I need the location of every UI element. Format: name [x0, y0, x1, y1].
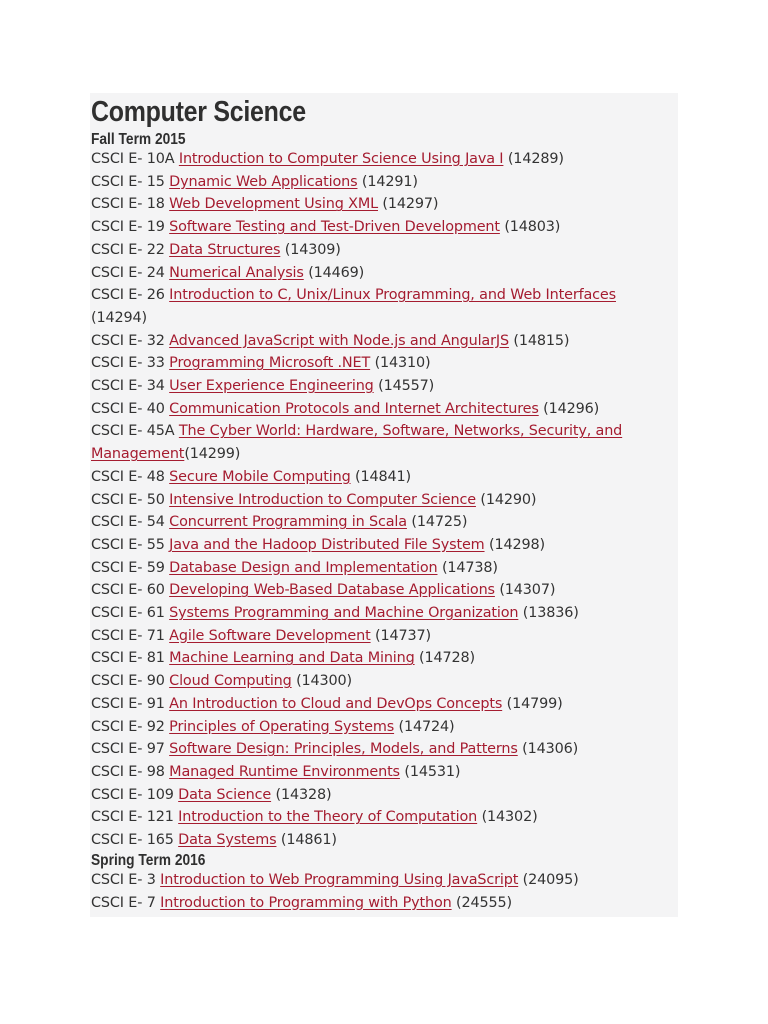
course-item [91, 784, 675, 807]
course-item [91, 284, 675, 329]
course-code: CSCI E- 18 [91, 196, 165, 213]
course-title-link[interactable]: Developing Web-Based Database Applications [169, 582, 495, 599]
course-item [91, 534, 675, 557]
course-number: (13836) [522, 605, 579, 622]
course-item [91, 579, 675, 602]
course-number: (14531) [404, 763, 461, 780]
course-item [91, 148, 675, 171]
course-title-link[interactable]: Advanced JavaScript with Node.js and AngularJS [169, 332, 509, 349]
course-item [91, 806, 675, 829]
course-number: (14300) [296, 673, 353, 690]
course-title-link[interactable]: Agile Software Development [169, 627, 371, 644]
course-code: CSCI E- 15 [91, 173, 165, 190]
course-item [91, 892, 675, 915]
course-code: CSCI E- 24 [91, 264, 165, 281]
course-number: (14291) [361, 173, 418, 190]
course-number: (14310) [374, 355, 431, 372]
course-item [91, 171, 675, 194]
course-title-link[interactable]: Software Design: Principles, Models, and Patterns [169, 741, 518, 758]
course-number: (14724) [398, 718, 455, 735]
course-number: (24555) [456, 894, 513, 911]
terms-container [91, 131, 675, 914]
term-heading: Fall Term 2015 [91, 131, 186, 148]
course-number: (14294) [91, 309, 147, 326]
course-code: CSCI E- 3 [91, 871, 156, 888]
page-title: Computer Science [91, 96, 306, 128]
course-item [91, 647, 675, 670]
course-title-link[interactable]: Numerical Analysis [169, 264, 304, 281]
course-listing [91, 93, 675, 914]
course-number: (14302) [481, 809, 538, 826]
course-number: (14728) [419, 650, 476, 667]
course-code: CSCI E- 10A [91, 151, 175, 167]
course-item [91, 693, 675, 716]
course-item [91, 466, 675, 489]
course-item [91, 738, 675, 761]
course-number: (14299) [184, 446, 241, 463]
course-number: (14799) [506, 695, 563, 712]
course-code: CSCI E- 32 [91, 332, 165, 349]
course-number: (14737) [375, 627, 431, 644]
course-title-link[interactable]: Concurrent Programming in Scala [169, 514, 407, 531]
course-code: CSCI E- 33 [91, 355, 165, 372]
course-title-link[interactable]: Introduction to the Theory of Computation [178, 809, 478, 826]
course-code: CSCI E- 40 [91, 400, 165, 417]
course-title-link[interactable]: Java and the Hadoop Distributed File System [169, 536, 485, 553]
course-number: (14309) [284, 241, 341, 258]
course-title-link[interactable]: Web Development Using XML [169, 196, 378, 213]
course-number: (14725) [411, 514, 468, 531]
course-number: (14298) [488, 536, 545, 553]
term-heading: Spring Term 2016 [91, 851, 206, 869]
course-code: CSCI E- 48 [91, 468, 165, 485]
course-number: (14297) [382, 196, 439, 213]
course-item [91, 375, 675, 398]
course-code: CSCI E- 98 [91, 763, 165, 780]
course-item [91, 625, 675, 648]
course-title-link[interactable]: Managed Runtime Environments [169, 763, 400, 780]
course-number: (14557) [378, 378, 435, 395]
course-number: (14738) [441, 559, 498, 576]
course-title-link[interactable]: Database Design and Implementation [169, 559, 438, 576]
course-number: (14290) [480, 491, 537, 508]
course-title-link[interactable]: Cloud Computing [169, 673, 292, 690]
course-code: CSCI E- 91 [91, 695, 165, 712]
course-number: (24095) [522, 871, 579, 888]
course-title-link[interactable]: Systems Programming and Machine Organization [169, 605, 519, 622]
course-number: (14841) [355, 468, 411, 485]
course-title-link[interactable]: Dynamic Web Applications [169, 173, 358, 190]
course-code: CSCI E- 71 [91, 627, 165, 644]
course-item [91, 330, 675, 353]
course-number: (14861) [280, 832, 337, 849]
course-title-link[interactable]: An Introduction to Cloud and DevOps Concepts [169, 695, 503, 712]
course-number: (14306) [522, 741, 579, 758]
course-title-link[interactable]: Communication Protocols and Internet Architectures [169, 400, 539, 417]
course-item [91, 239, 675, 262]
course-item [91, 869, 675, 892]
course-number: (14815) [513, 332, 570, 349]
course-title-link[interactable]: Programming Microsoft .NET [169, 355, 371, 372]
course-code: CSCI E- 50 [91, 491, 165, 508]
course-code: CSCI E- 97 [91, 741, 165, 758]
course-code: CSCI E- 26 [91, 287, 165, 304]
course-item [91, 193, 675, 216]
course-code: CSCI E- 34 [91, 378, 165, 395]
term-section [91, 131, 675, 852]
course-title-link[interactable]: Intensive Introduction to Computer Science [169, 491, 476, 508]
course-item [91, 511, 675, 534]
course-item [91, 557, 675, 580]
course-item [91, 262, 675, 285]
course-code: CSCI E- 90 [91, 673, 165, 690]
course-code: CSCI E- 60 [91, 582, 165, 599]
course-code: CSCI E- 165 [91, 832, 174, 849]
course-number: (14307) [499, 582, 556, 599]
course-title-link[interactable]: Machine Learning and Data Mining [169, 650, 415, 667]
term-section [91, 852, 675, 914]
course-code: CSCI E- 109 [91, 786, 174, 803]
course-number: (14469) [308, 264, 365, 281]
course-code: CSCI E- 61 [91, 605, 165, 622]
course-number: (14296) [543, 400, 600, 417]
course-title-link[interactable]: The Cyber World: Hardware, Software, Networks, Security, and Management [91, 423, 623, 463]
course-item [91, 761, 675, 784]
course-item [91, 398, 675, 421]
course-item [91, 670, 675, 693]
course-item [91, 716, 675, 739]
course-title-link[interactable]: Data Science [178, 786, 272, 803]
course-title-link[interactable]: Data Structures [169, 241, 281, 258]
course-item [91, 602, 675, 625]
course-code: CSCI E- 92 [91, 718, 165, 735]
course-title-link[interactable]: Introduction to Computer Science Using Java I [178, 151, 504, 167]
course-title-link[interactable]: Introduction to C, Unix/Linux Programming, and Web Interfaces [169, 287, 616, 304]
course-title-link[interactable]: Principles of Operating Systems [169, 718, 395, 735]
course-item [91, 216, 675, 239]
course-code: CSCI E- 81 [91, 650, 165, 667]
course-title-link[interactable]: Introduction to Programming with Python [160, 894, 452, 911]
course-code: CSCI E- 22 [91, 241, 165, 258]
course-title-link[interactable]: Secure Mobile Computing [169, 468, 351, 485]
course-code: CSCI E- 59 [91, 559, 165, 576]
course-title-link[interactable]: Introduction to Web Programming Using JavaScript [160, 871, 519, 888]
course-code: CSCI E- 54 [91, 514, 165, 531]
course-number: (14328) [275, 786, 332, 803]
course-number: (14289) [507, 151, 564, 167]
course-title-link[interactable]: Software Testing and Test-Driven Development [169, 219, 500, 236]
course-title-link[interactable]: User Experience Engineering [169, 378, 374, 395]
course-item [91, 352, 675, 375]
course-item [91, 420, 675, 465]
course-number: (14803) [504, 219, 561, 236]
course-code: CSCI E- 7 [91, 894, 156, 911]
course-title-link[interactable]: Data Systems [178, 832, 277, 849]
course-item [91, 829, 675, 852]
course-code: CSCI E- 55 [91, 536, 165, 553]
course-item [91, 489, 675, 512]
course-code: CSCI E- 121 [91, 809, 174, 826]
course-code: CSCI E- 19 [91, 219, 165, 236]
course-code: CSCI E- 45A [91, 423, 175, 440]
